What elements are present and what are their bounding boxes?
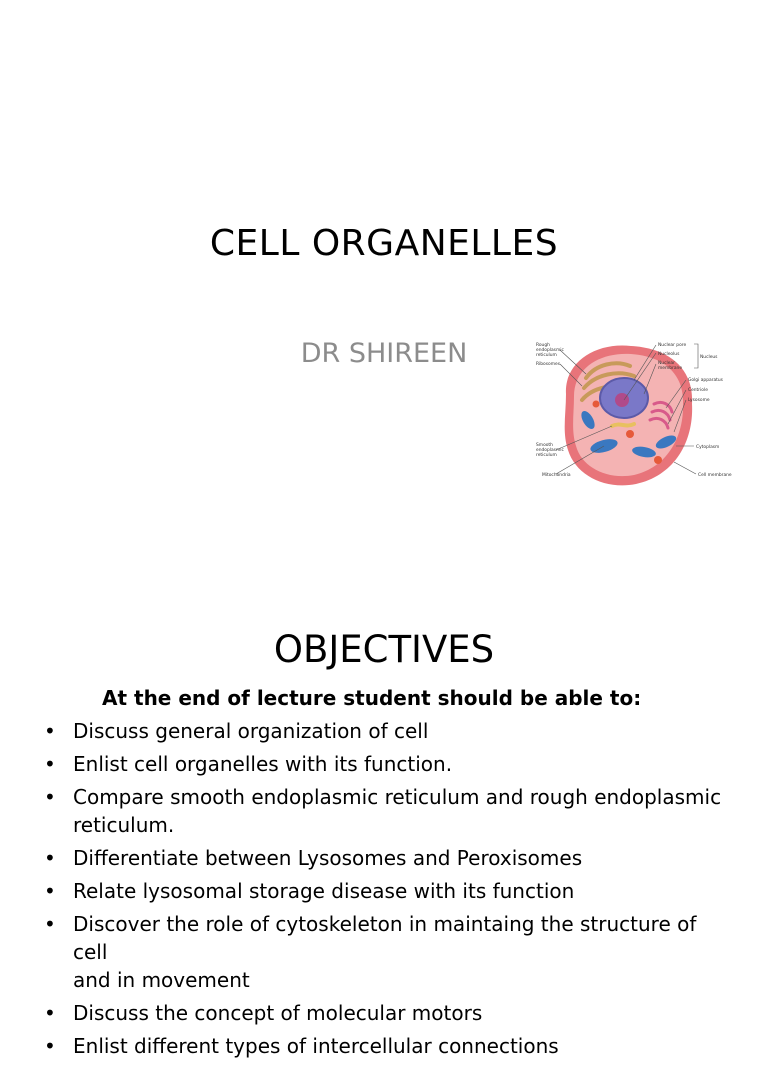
objectives-list	[44, 717, 734, 1065]
svg-text:membrane: membrane	[658, 366, 683, 371]
svg-text:Smooth: Smooth	[536, 443, 553, 448]
svg-text:Cell membrane: Cell membrane	[698, 473, 732, 478]
svg-text:Cytoplasm: Cytoplasm	[696, 445, 720, 450]
objective-item	[44, 910, 734, 994]
bullet-marker: •	[44, 1034, 56, 1058]
bullet-marker: •	[44, 719, 56, 743]
svg-text:Lysosome: Lysosome	[688, 398, 710, 403]
svg-text:endoplasmic: endoplasmic	[536, 448, 564, 453]
objectives-title: OBJECTIVES	[273, 628, 495, 671]
svg-text:Nuclear: Nuclear	[658, 361, 675, 366]
bullet-marker: •	[44, 752, 56, 776]
objective-item	[44, 877, 734, 905]
svg-text:Golgi apparatus: Golgi apparatus	[688, 378, 723, 383]
objective-item	[44, 844, 734, 872]
animal-cell-diagram	[526, 334, 740, 490]
objective-item	[44, 999, 734, 1027]
svg-text:Nucleolus: Nucleolus	[658, 352, 680, 357]
bullet-marker: •	[44, 879, 56, 903]
svg-text:Nucleus: Nucleus	[700, 355, 718, 360]
objective-text: and in movement	[73, 968, 250, 992]
slide-subtitle: DR SHIREEN	[300, 338, 468, 369]
svg-text:Centriole: Centriole	[688, 388, 708, 393]
objective-text: reticulum.	[73, 813, 175, 837]
svg-text:Rough: Rough	[536, 343, 550, 348]
svg-text:Ribosomes: Ribosomes	[536, 362, 560, 367]
objective-item	[44, 750, 734, 778]
objectives-lead: At the end of lecture student should be able to:	[102, 686, 642, 710]
objective-text: Enlist cell organelles with its function.	[73, 752, 453, 776]
nucleolus-shape	[615, 393, 629, 407]
svg-text:Nuclear pore: Nuclear pore	[658, 343, 687, 348]
bullet-marker: •	[44, 1001, 56, 1025]
lysosome-shape	[626, 430, 634, 438]
objective-text: Enlist different types of intercellular connections	[73, 1034, 559, 1058]
bullet-marker: •	[44, 912, 56, 936]
objectives-slide	[0, 576, 768, 1058]
objective-item	[44, 717, 734, 745]
slide-title: CELL ORGANELLES	[209, 223, 559, 264]
objective-text: Discover the role of cytoskeleton in maintaing the structure of cell	[73, 912, 697, 964]
svg-text:reticulum: reticulum	[536, 453, 557, 458]
objective-item	[44, 783, 734, 839]
objective-text: Discuss the concept of molecular motors	[73, 1001, 483, 1025]
svg-text:Mitochondria: Mitochondria	[542, 473, 571, 478]
lysosome-shape	[593, 401, 600, 408]
svg-text:reticulum: reticulum	[536, 353, 557, 358]
svg-text:endoplasmic: endoplasmic	[536, 348, 564, 353]
bullet-marker: •	[44, 785, 56, 809]
objective-text: Compare smooth endoplasmic reticulum and rough endoplasmic	[73, 785, 722, 809]
objective-text: Relate lysosomal storage disease with its function	[73, 879, 575, 903]
lysosome-shape	[654, 456, 662, 464]
objective-text: Discuss general organization of cell	[73, 719, 429, 743]
objective-text: Differentiate between Lysosomes and Peroxisomes	[73, 846, 583, 870]
smooth-er-shape	[612, 424, 634, 426]
bullet-marker: •	[44, 846, 56, 870]
objective-item	[44, 1032, 734, 1060]
